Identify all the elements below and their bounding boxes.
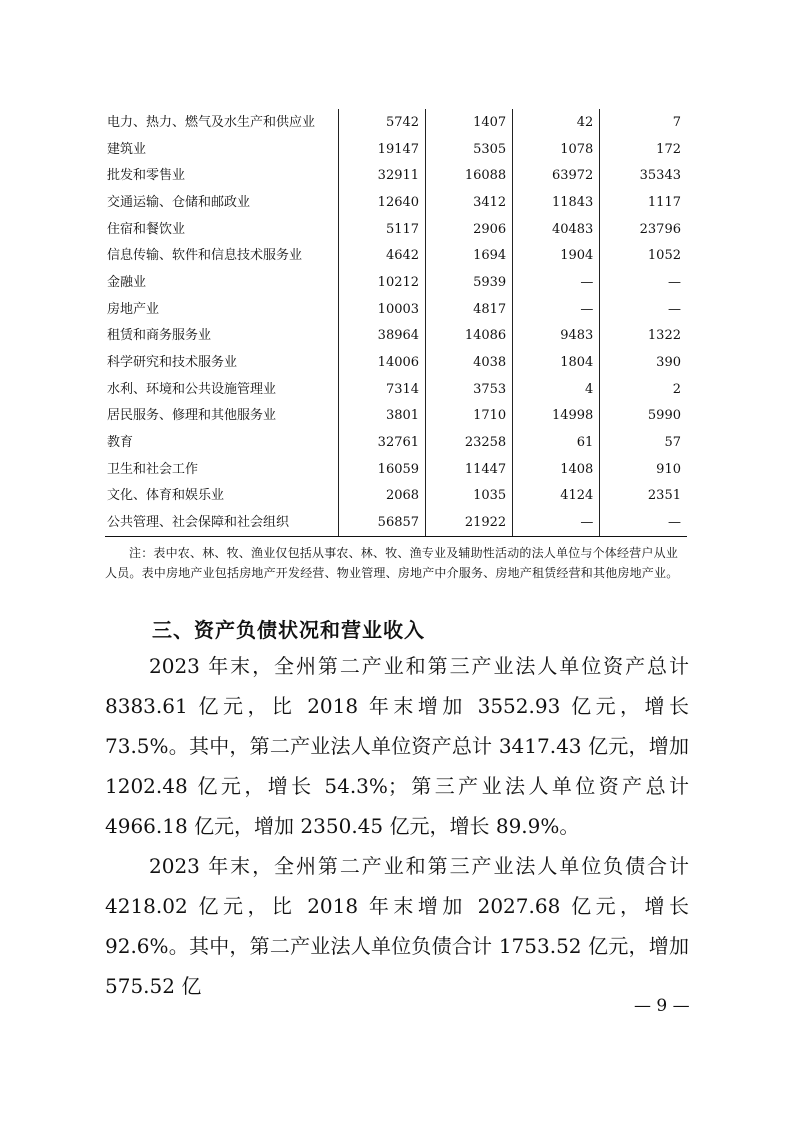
cell-value: 5990	[600, 403, 687, 430]
table-row	[105, 162, 687, 189]
cell-value: 11843	[513, 189, 600, 216]
cell-value: 14006	[338, 349, 425, 376]
cell-value: 4642	[338, 242, 425, 269]
cell-value: 16059	[338, 456, 425, 483]
cell-value: —	[513, 509, 600, 536]
cell-value: 23796	[600, 216, 687, 243]
table-row	[105, 242, 687, 269]
cell-value: 4038	[426, 349, 513, 376]
industry-name: 电力、热力、燃气及水生产和供应业	[107, 114, 316, 130]
table-row	[105, 189, 687, 216]
table-row	[105, 296, 687, 323]
table-row	[105, 429, 687, 456]
cell-value: 1052	[600, 242, 687, 269]
cell-value: 10212	[338, 269, 425, 296]
cell-value: 1804	[513, 349, 600, 376]
cell-value: 11447	[426, 456, 513, 483]
industry-name: 卫生和社会工作	[107, 461, 199, 477]
cell-value: 38964	[338, 323, 425, 350]
page-number: — 9 —	[634, 996, 690, 1016]
cell-value: 1408	[513, 456, 600, 483]
industry-employment-table	[105, 109, 687, 537]
cell-value: 5742	[338, 109, 425, 136]
cell-value: 5117	[338, 216, 425, 243]
cell-value: 7	[600, 109, 687, 136]
table-row	[105, 216, 687, 243]
cell-value: 9483	[513, 323, 600, 350]
cell-value: 5305	[426, 136, 513, 163]
cell-value: 1322	[600, 323, 687, 350]
cell-value: 2068	[338, 483, 425, 510]
cell-value: —	[600, 296, 687, 323]
industry-name: 批发和零售业	[107, 168, 186, 184]
cell-value: 1078	[513, 136, 600, 163]
cell-value: 390	[600, 349, 687, 376]
industry-name: 租赁和商务服务业	[107, 328, 212, 344]
cell-value: 7314	[338, 376, 425, 403]
table-row	[105, 269, 687, 296]
table-row	[105, 483, 687, 510]
cell-value: 4124	[513, 483, 600, 510]
body-paragraph-assets: 2023 年末，全州第二产业和第三产业法人单位资产总计 8383.61 亿元，比 2018 年末增加 3552.93 亿元，增长 73.5%。其中，第二产业法人单位资产总计 3417.43 亿元，增加 1202.48 亿元，增长 54.3%；第三产业法人单位资产总计 4966.18 亿元，增加 2350.45 亿元，增长 89.9%。	[105, 654, 689, 838]
table-row	[105, 109, 687, 136]
cell-value: 21922	[426, 509, 513, 536]
cell-value: 14998	[513, 403, 600, 430]
cell-value: 2	[600, 376, 687, 403]
table-row	[105, 136, 687, 163]
table-row	[105, 456, 687, 483]
industry-name: 金融业	[107, 274, 147, 290]
cell-value: 1694	[426, 242, 513, 269]
table-row	[105, 323, 687, 350]
industry-name: 交通运输、仓储和邮政业	[107, 194, 251, 210]
cell-value: —	[513, 269, 600, 296]
cell-value: 14086	[426, 323, 513, 350]
cell-value: 56857	[338, 509, 425, 536]
cell-value: 63972	[513, 162, 600, 189]
cell-value: 2351	[600, 483, 687, 510]
section-heading: 三、资产负债状况和营业收入	[152, 618, 425, 642]
cell-value: 3412	[426, 189, 513, 216]
cell-value: 4	[513, 376, 600, 403]
cell-value: 1117	[600, 189, 687, 216]
industry-name: 建筑业	[107, 141, 147, 157]
cell-value: 12640	[338, 189, 425, 216]
industry-table-container	[105, 109, 687, 537]
industry-name: 科学研究和技术服务业	[107, 355, 238, 371]
cell-value: 57	[600, 429, 687, 456]
cell-value: 23258	[426, 429, 513, 456]
industry-name: 水利、环境和公共设施管理业	[107, 381, 277, 397]
cell-value: —	[513, 296, 600, 323]
cell-value: 61	[513, 429, 600, 456]
industry-name: 信息传输、软件和信息技术服务业	[107, 248, 303, 264]
table-row	[105, 403, 687, 430]
cell-value: 1407	[426, 109, 513, 136]
table-body	[105, 109, 687, 537]
cell-value: 3801	[338, 403, 425, 430]
cell-value: 32761	[338, 429, 425, 456]
cell-value: —	[600, 269, 687, 296]
cell-value: 1035	[426, 483, 513, 510]
cell-value: 2906	[426, 216, 513, 243]
cell-value: 4817	[426, 296, 513, 323]
cell-value: —	[600, 509, 687, 536]
cell-value: 10003	[338, 296, 425, 323]
cell-value: 5939	[426, 269, 513, 296]
industry-name: 公共管理、社会保障和社会组织	[105, 509, 338, 536]
table-footnote: 注：表中农、林、牧、渔业仅包括从事农、林、牧、渔专业及辅助性活动的法人单位与个体经营户从业人员。表中房地产业包括房地产开发经营、物业管理、房地产中介服务、房地产租赁经营和其他房地产业。	[105, 546, 679, 580]
body-paragraph-liabilities: 2023 年末，全州第二产业和第三产业法人单位负债合计 4218.02 亿元，比 2018 年末增加 2027.68 亿元，增长 92.6%。其中，第二产业法人单位负债合计 1753.52 亿元，增加 575.52 亿	[105, 854, 689, 998]
cell-value: 172	[600, 136, 687, 163]
industry-name: 教育	[107, 435, 134, 451]
cell-value: 910	[600, 456, 687, 483]
cell-value: 3753	[426, 376, 513, 403]
cell-value: 40483	[513, 216, 600, 243]
cell-value: 35343	[600, 162, 687, 189]
table-row	[105, 376, 687, 403]
industry-name: 文化、体育和娱乐业	[107, 488, 225, 504]
industry-name: 房地产业	[107, 301, 160, 317]
cell-value: 16088	[426, 162, 513, 189]
cell-value: 32911	[338, 162, 425, 189]
cell-value: 42	[513, 109, 600, 136]
cell-value: 1710	[426, 403, 513, 430]
cell-value: 19147	[338, 136, 425, 163]
table-row	[105, 509, 687, 536]
industry-name: 住宿和餐饮业	[107, 221, 186, 237]
table-row	[105, 349, 687, 376]
industry-name: 居民服务、修理和其他服务业	[107, 408, 277, 424]
cell-value: 1904	[513, 242, 600, 269]
